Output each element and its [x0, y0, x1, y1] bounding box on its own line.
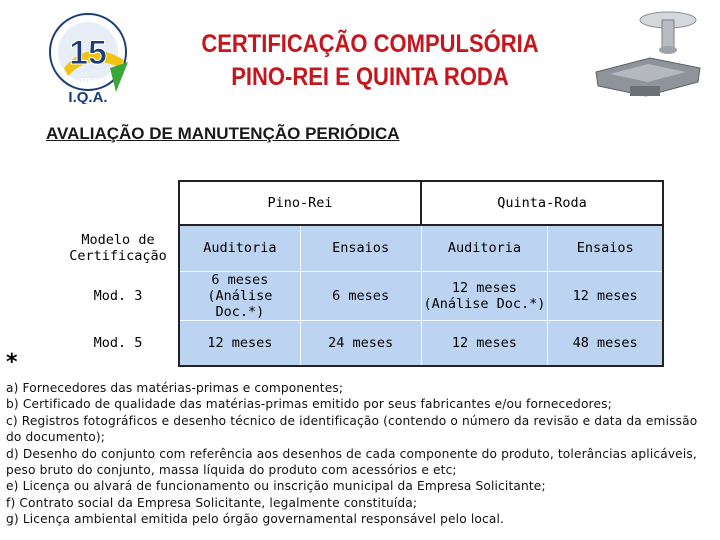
table-cell: 12 meses [548, 271, 663, 320]
empty-corner-cell [58, 181, 179, 225]
table-row [58, 271, 663, 320]
king-pin-fifth-wheel-image [590, 2, 710, 104]
footnote-item: d) Desenho do conjunto com referência aos desenhos de cada componente do produto, tolerâncias aplicáveis, peso bruto do conjunto, massa líquida do produto com acessórios e etc; [6, 446, 697, 478]
footnote-item: f) Contrato social da Empresa Solicitante, legalmente constituída; [6, 495, 418, 510]
logo-org: I.Q.A. [68, 89, 108, 104]
table-cell: 24 meses [300, 320, 421, 366]
group-header-pino-rei: Pino-Rei [179, 181, 421, 225]
logo-word: anos [77, 72, 103, 87]
row-model-label: Mod. 5 [58, 320, 179, 366]
page-title [176, 28, 563, 94]
table-row [58, 320, 663, 366]
table-cell: 6 meses (Análise Doc.*) [179, 271, 300, 320]
footnote-marker: * [6, 350, 18, 375]
table-cell: 48 meses [548, 320, 663, 366]
table-cell: 6 meses [300, 271, 421, 320]
section-subtitle: AVALIAÇÃO DE MANUTENÇÃO PERIÓDICA [46, 124, 400, 143]
footnote-item: b) Certificado de qualidade das matérias-primas emitido por seus fabricantes e/ou fornecedores; [6, 397, 612, 412]
table-cell: 12 meses [179, 320, 300, 366]
row-header-label: Modelo de Certificação [58, 225, 179, 271]
group-header-row [58, 181, 663, 225]
col-header-pino-auditoria: Auditoria [179, 225, 300, 271]
iqa-15-anos-logo [44, 8, 144, 104]
footnote-item: c) Registros fotográficos e desenho técnico de identificação (contendo o número da revisão e data da emissão do documento); [6, 413, 698, 445]
col-header-pino-ensaios: Ensaios [300, 225, 421, 271]
col-header-quinta-ensaios: Ensaios [548, 225, 663, 271]
footnote-item: e) Licença ou alvará de funcionamento ou inscrição municipal da Empresa Solicitante; [6, 479, 546, 494]
table-cell: 12 meses (Análise Doc.*) [421, 271, 548, 320]
footnote-item: a) Fornecedores das matérias-primas e componentes; [6, 381, 344, 395]
group-header-quinta-roda: Quinta-Roda [421, 181, 663, 225]
title-line-2: PINO-REI E QUINTA RODA [231, 63, 509, 91]
column-header-row [58, 225, 663, 271]
footnote-item: g) Licença ambiental emitida pelo órgão governamental responsável pelo local. [6, 512, 505, 527]
row-model-label: Mod. 3 [58, 271, 179, 320]
footnote-list [6, 380, 714, 528]
title-line-1: CERTIFICAÇÃO COMPULSÓRIA [201, 30, 539, 58]
certification-table [58, 180, 664, 367]
table-cell: 12 meses [421, 320, 548, 366]
col-header-quinta-auditoria: Auditoria [421, 225, 548, 271]
logo-number: 15 [69, 34, 107, 72]
